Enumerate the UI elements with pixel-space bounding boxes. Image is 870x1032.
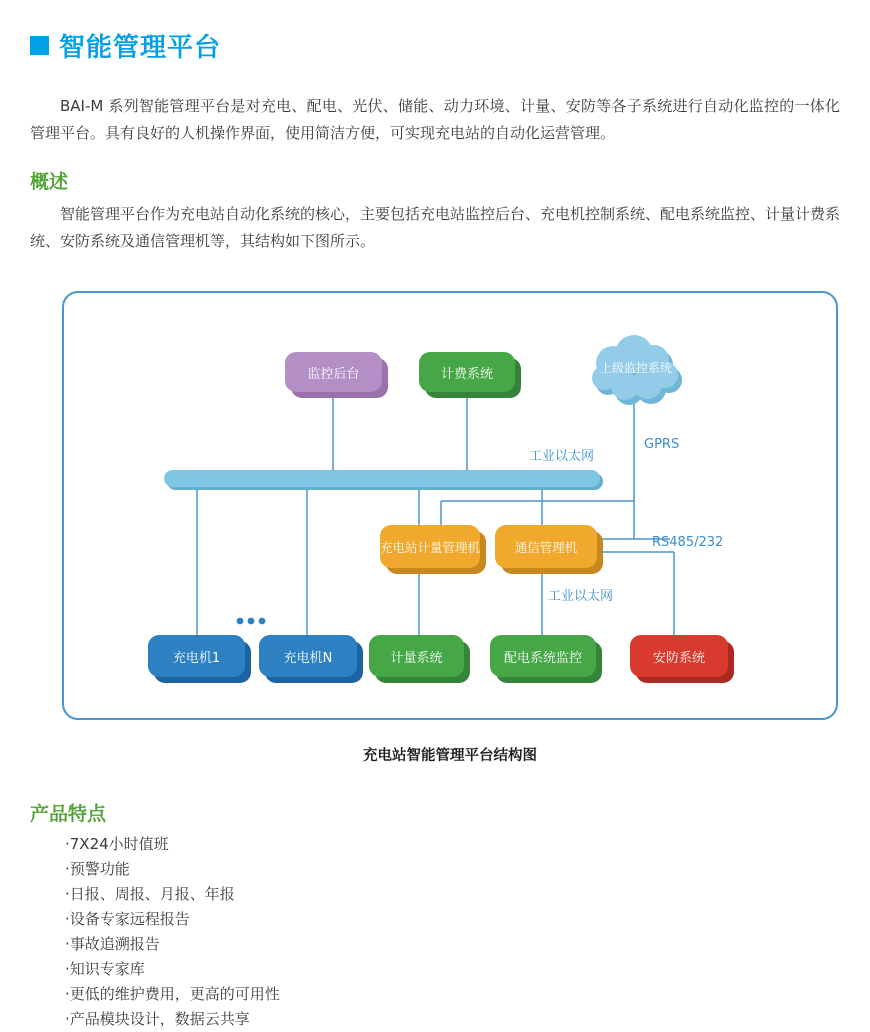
label-rs485-232: RS485/232 <box>652 535 724 550</box>
node-label: 通信管理机 <box>514 539 578 555</box>
node-monitor-backend <box>285 352 382 392</box>
ethernet-bus-bar <box>164 470 600 487</box>
feature-item: ·设备专家远程报告 <box>65 910 190 928</box>
node-upper-monitor-cloud <box>585 333 687 407</box>
overview-paragraph: 智能管理平台作为充电站自动化系统的核心，主要包括充电站监控后台、充电机控制系统、配电系统监控、计量计费系统、安防系统及通信管理机等，其结构如下图所示。 <box>30 205 841 250</box>
intro-paragraph: BAI-M 系列智能管理平台是对充电、配电、光伏、储能、动力环境、计量、安防等各子系统进行自动化监控的一体化管理平台。具有良好的人机操作界面，使用简洁方便，可实现充电站的自动化运营管理。 <box>30 97 840 142</box>
label-industrial-ethernet-bottom: 工业以太网 <box>548 589 614 604</box>
features-list <box>30 832 840 1032</box>
feature-item: ·预警功能 <box>65 860 130 878</box>
node-charger-n <box>259 635 357 677</box>
features-heading: 产品特点 <box>30 803 107 825</box>
node-label: 充电站计量管理机 <box>380 539 481 555</box>
node-metering-manager <box>380 525 480 568</box>
node-charger-1 <box>148 635 245 677</box>
page-title-row <box>30 27 840 64</box>
feature-item: ·7X24小时值班 <box>65 835 169 853</box>
node-distribution-monitor <box>490 635 596 677</box>
page-title: 智能管理平台 <box>59 33 222 63</box>
node-comm-manager <box>495 525 597 568</box>
diagram-caption: 充电站智能管理平台结构图 <box>363 748 537 764</box>
feature-item: ·更低的维护费用，更高的可用性 <box>65 985 280 1003</box>
label-industrial-ethernet-top: 工业以太网 <box>529 449 595 464</box>
node-label: 上级监控系统 <box>599 361 672 375</box>
node-metering-system <box>369 635 464 677</box>
feature-item: ·知识专家库 <box>65 960 145 978</box>
node-label: 监控后台 <box>307 366 360 382</box>
overview-heading: 概述 <box>30 171 69 193</box>
ellipsis-dots <box>237 618 266 625</box>
feature-item: ·日报、周报、月报、年报 <box>65 885 235 903</box>
node-label: 安防系统 <box>652 650 705 666</box>
label-gprs: GPRS <box>644 437 680 452</box>
feature-item: ·产品模块设计，数据云共享 <box>65 1010 250 1028</box>
node-label: 充电机1 <box>172 650 221 666</box>
node-billing-system <box>419 352 515 392</box>
node-label: 配电系统监控 <box>503 650 582 666</box>
architecture-diagram <box>62 291 838 720</box>
node-label: 计费系统 <box>440 366 493 382</box>
node-label: 充电机N <box>283 650 333 666</box>
node-label: 计量系统 <box>390 650 443 666</box>
node-security-system <box>630 635 728 677</box>
feature-item: ·事故追溯报告 <box>65 935 160 953</box>
title-square-icon <box>30 36 49 55</box>
